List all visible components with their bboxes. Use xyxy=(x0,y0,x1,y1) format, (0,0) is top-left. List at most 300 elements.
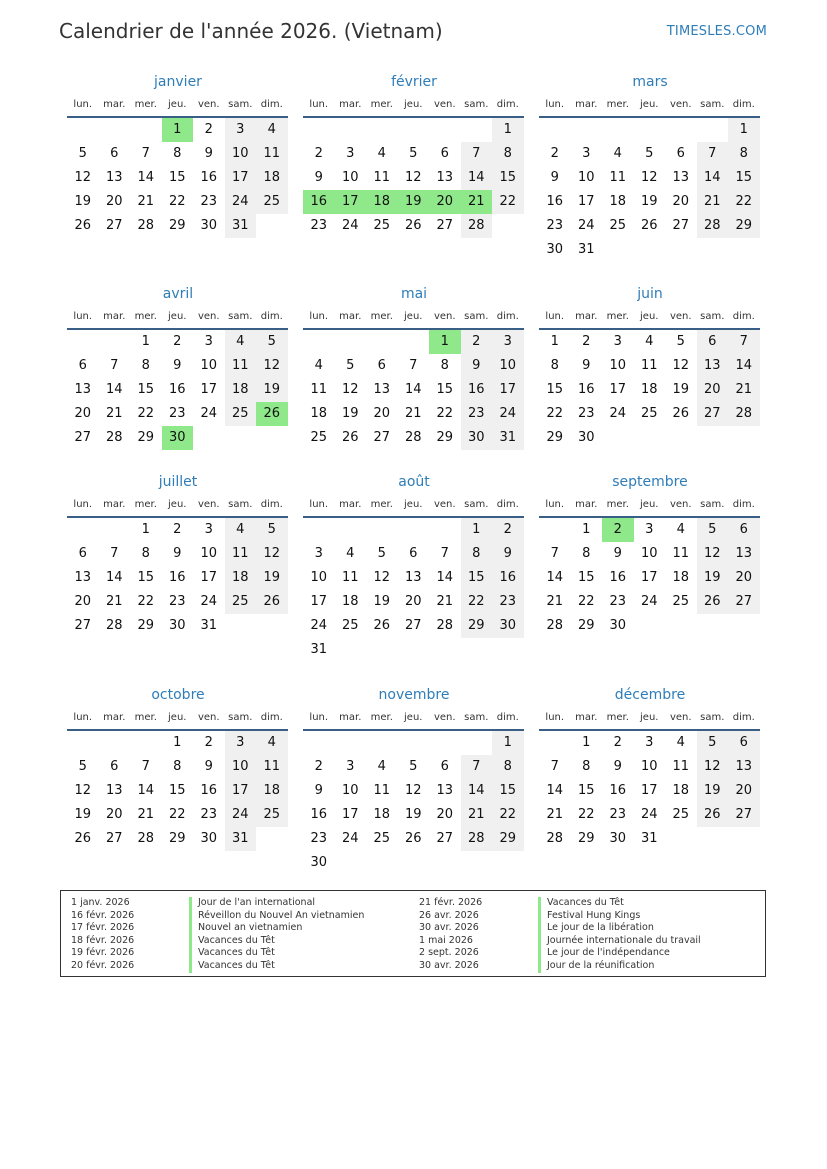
legend-date: 2 sept. 2026 xyxy=(419,947,479,959)
day-cell: 16 xyxy=(461,378,493,402)
day-cell: 19 xyxy=(404,807,422,822)
day-cell: 20 xyxy=(373,406,391,421)
weekday-header: mer. xyxy=(606,99,629,110)
day-cell: 18 xyxy=(225,378,257,402)
day-cell: 27 xyxy=(105,218,123,233)
day-cell: 2 xyxy=(173,334,182,349)
month-name: août xyxy=(398,474,430,490)
day-cell: 20 xyxy=(728,566,760,590)
day-cell: 2 xyxy=(613,735,622,750)
day-cell: 22 xyxy=(577,594,595,609)
holiday-day-cell: 18 xyxy=(366,190,398,214)
day-cell: 24 xyxy=(492,402,524,426)
day-cell: 16 xyxy=(609,783,627,798)
weekday-header: dim. xyxy=(496,311,519,322)
day-cell: 17 xyxy=(577,194,595,209)
day-cell: 16 xyxy=(200,783,218,798)
brand-logo[interactable]: TIMESLES.COM xyxy=(666,24,767,39)
legend-holiday-name: Journée internationale du travail xyxy=(538,935,701,948)
day-cell: 21 xyxy=(105,594,123,609)
day-cell: 6 xyxy=(728,731,760,755)
day-cell: 17 xyxy=(225,166,257,190)
day-cell: 17 xyxy=(310,594,328,609)
day-cell: 29 xyxy=(546,430,564,445)
day-cell: 18 xyxy=(256,166,288,190)
day-cell: 22 xyxy=(492,190,524,214)
day-cell: 20 xyxy=(436,807,454,822)
day-cell: 20 xyxy=(105,807,123,822)
day-cell: 13 xyxy=(697,354,729,378)
day-cell: 28 xyxy=(105,618,123,633)
day-cell: 6 xyxy=(440,146,449,161)
day-cell: 17 xyxy=(200,382,218,397)
day-cell: 28 xyxy=(404,430,422,445)
day-cell: 11 xyxy=(256,142,288,166)
header-rule xyxy=(539,116,760,118)
day-cell: 9 xyxy=(204,146,213,161)
weekday-header: sam. xyxy=(700,311,725,322)
weekday-header: mar. xyxy=(339,99,362,110)
day-cell: 20 xyxy=(74,594,92,609)
day-cell: 17 xyxy=(225,779,257,803)
day-cell: 8 xyxy=(582,546,591,561)
day-cell: 1 xyxy=(461,518,493,542)
day-cell: 4 xyxy=(377,759,386,774)
day-cell: 17 xyxy=(200,570,218,585)
day-cell: 29 xyxy=(461,614,493,638)
weekday-header: sam. xyxy=(228,499,253,510)
day-cell: 31 xyxy=(225,827,257,851)
holiday-day-cell: 1 xyxy=(429,330,461,354)
day-cell: 1 xyxy=(582,735,591,750)
day-cell: 2 xyxy=(314,146,323,161)
holiday-day-cell: 1 xyxy=(162,118,194,142)
day-cell: 13 xyxy=(436,783,454,798)
legend-date: 19 févr. 2026 xyxy=(71,947,135,959)
weekday-header: sam. xyxy=(700,712,725,723)
day-cell: 10 xyxy=(609,358,627,373)
weekday-header: mer. xyxy=(134,311,157,322)
day-cell: 8 xyxy=(492,755,524,779)
day-cell: 2 xyxy=(582,334,591,349)
day-cell: 7 xyxy=(697,142,729,166)
holiday-day-cell: 20 xyxy=(429,190,461,214)
day-cell: 9 xyxy=(582,358,591,373)
day-cell: 15 xyxy=(577,783,595,798)
day-cell: 4 xyxy=(256,118,288,142)
day-cell: 14 xyxy=(137,170,155,185)
month-name: juillet xyxy=(158,474,198,490)
day-cell: 11 xyxy=(373,170,391,185)
day-cell: 1 xyxy=(141,522,150,537)
day-cell: 24 xyxy=(310,618,328,633)
weekday-header: ven. xyxy=(433,99,456,110)
weekday-header: sam. xyxy=(700,499,725,510)
month-name: décembre xyxy=(614,687,686,703)
weekday-header: ven. xyxy=(669,712,692,723)
day-cell: 9 xyxy=(613,546,622,561)
day-cell: 13 xyxy=(728,542,760,566)
day-cell: 26 xyxy=(256,590,288,614)
day-cell: 15 xyxy=(436,382,454,397)
day-cell: 4 xyxy=(256,731,288,755)
day-cell: 2 xyxy=(461,330,493,354)
day-cell: 4 xyxy=(314,358,323,373)
day-cell: 5 xyxy=(697,731,729,755)
day-cell: 18 xyxy=(310,406,328,421)
day-cell: 22 xyxy=(577,807,595,822)
legend-name-column xyxy=(189,897,364,973)
day-cell: 7 xyxy=(409,358,418,373)
day-cell: 22 xyxy=(492,803,524,827)
day-cell: 12 xyxy=(74,170,92,185)
day-cell: 16 xyxy=(200,170,218,185)
day-cell: 18 xyxy=(609,194,627,209)
day-cell: 22 xyxy=(546,406,564,421)
day-cell: 26 xyxy=(74,831,92,846)
weekday-header: ven. xyxy=(433,712,456,723)
day-cell: 13 xyxy=(105,170,123,185)
day-cell: 5 xyxy=(645,146,654,161)
day-cell: 23 xyxy=(200,807,218,822)
day-cell: 4 xyxy=(676,735,685,750)
day-cell: 25 xyxy=(640,406,658,421)
holiday-day-cell: 21 xyxy=(461,190,493,214)
day-cell: 7 xyxy=(461,142,493,166)
day-cell: 19 xyxy=(697,566,729,590)
month-name: mars xyxy=(632,74,668,90)
day-cell: 9 xyxy=(314,783,323,798)
holiday-day-cell: 2 xyxy=(602,518,634,542)
day-cell: 29 xyxy=(436,430,454,445)
month-name: mai xyxy=(400,286,428,302)
day-cell: 6 xyxy=(110,759,119,774)
day-cell: 10 xyxy=(200,358,218,373)
day-cell: 22 xyxy=(137,594,155,609)
day-cell: 3 xyxy=(582,146,591,161)
day-cell: 2 xyxy=(173,522,182,537)
day-cell: 1 xyxy=(173,735,182,750)
day-cell: 10 xyxy=(225,755,257,779)
legend-holiday-name: Le jour de l'indépendance xyxy=(538,947,701,960)
day-cell: 4 xyxy=(613,146,622,161)
weekday-header: dim. xyxy=(732,499,755,510)
weekday-header: sam. xyxy=(228,311,253,322)
day-cell: 9 xyxy=(173,546,182,561)
weekday-header: lun. xyxy=(309,712,329,723)
day-cell: 15 xyxy=(492,779,524,803)
day-cell: 30 xyxy=(609,831,627,846)
day-cell: 25 xyxy=(672,807,690,822)
weekday-header: mar. xyxy=(103,311,126,322)
day-cell: 27 xyxy=(697,402,729,426)
day-cell: 2 xyxy=(314,759,323,774)
day-cell: 21 xyxy=(137,807,155,822)
weekday-header: dim. xyxy=(496,99,519,110)
day-cell: 25 xyxy=(672,594,690,609)
weekday-header: mar. xyxy=(339,712,362,723)
legend-date: 30 avr. 2026 xyxy=(419,922,479,934)
day-cell: 30 xyxy=(492,614,524,638)
day-cell: 14 xyxy=(461,779,493,803)
day-cell: 27 xyxy=(728,590,760,614)
day-cell: 8 xyxy=(141,358,150,373)
day-cell: 30 xyxy=(577,430,595,445)
day-cell: 21 xyxy=(546,594,564,609)
day-cell: 22 xyxy=(461,590,493,614)
day-cell: 19 xyxy=(373,594,391,609)
day-cell: 8 xyxy=(173,759,182,774)
day-cell: 25 xyxy=(225,590,257,614)
weekday-header: mar. xyxy=(103,712,126,723)
weekday-header: mer. xyxy=(606,712,629,723)
day-cell: 3 xyxy=(613,334,622,349)
day-cell: 15 xyxy=(137,382,155,397)
day-cell: 15 xyxy=(492,166,524,190)
holiday-day-cell: 16 xyxy=(303,190,335,214)
day-cell: 9 xyxy=(550,170,559,185)
day-cell: 22 xyxy=(728,190,760,214)
day-cell: 23 xyxy=(609,594,627,609)
day-cell: 14 xyxy=(546,783,564,798)
day-cell: 24 xyxy=(577,218,595,233)
day-cell: 25 xyxy=(256,803,288,827)
legend-date: 1 janv. 2026 xyxy=(71,897,130,908)
day-cell: 7 xyxy=(550,759,559,774)
header-rule xyxy=(303,729,524,731)
day-cell: 27 xyxy=(728,803,760,827)
legend-date: 16 févr. 2026 xyxy=(71,909,135,921)
day-cell: 1 xyxy=(492,731,524,755)
day-cell: 23 xyxy=(200,194,218,209)
day-cell: 3 xyxy=(204,522,213,537)
day-cell: 30 xyxy=(546,242,564,257)
day-cell: 10 xyxy=(577,170,595,185)
day-cell: 14 xyxy=(697,166,729,190)
day-cell: 25 xyxy=(225,402,257,426)
day-cell: 26 xyxy=(373,618,391,633)
day-cell: 12 xyxy=(341,382,359,397)
legend-holiday-name: Nouvel an vietnamien xyxy=(189,922,364,935)
weekday-header: lun. xyxy=(73,99,93,110)
weekday-header: sam. xyxy=(464,499,489,510)
day-cell: 30 xyxy=(200,218,218,233)
day-cell: 24 xyxy=(640,594,658,609)
day-cell: 28 xyxy=(137,831,155,846)
day-cell: 21 xyxy=(546,807,564,822)
day-cell: 15 xyxy=(137,570,155,585)
legend-holiday-name: Vacances du Têt xyxy=(189,960,364,973)
weekday-header: lun. xyxy=(545,499,565,510)
day-cell: 15 xyxy=(546,382,564,397)
weekday-header: ven. xyxy=(197,311,220,322)
day-cell: 5 xyxy=(409,146,418,161)
day-cell: 21 xyxy=(105,406,123,421)
month-name: janvier xyxy=(154,74,202,90)
day-cell: 11 xyxy=(672,546,690,561)
day-cell: 18 xyxy=(341,594,359,609)
day-cell: 13 xyxy=(672,170,690,185)
weekday-header: lun. xyxy=(545,311,565,322)
day-cell: 18 xyxy=(225,566,257,590)
day-cell: 6 xyxy=(728,518,760,542)
legend-holiday-name: Festival Hung Kings xyxy=(538,910,701,923)
day-cell: 8 xyxy=(141,546,150,561)
weekday-header: jeu. xyxy=(640,99,659,110)
day-cell: 13 xyxy=(105,783,123,798)
weekday-header: lun. xyxy=(309,99,329,110)
day-cell: 27 xyxy=(436,831,454,846)
legend-name-column xyxy=(538,897,701,973)
day-cell: 14 xyxy=(137,783,155,798)
day-cell: 23 xyxy=(310,218,328,233)
day-cell: 20 xyxy=(728,779,760,803)
day-cell: 15 xyxy=(461,566,493,590)
day-cell: 14 xyxy=(105,570,123,585)
day-cell: 31 xyxy=(577,242,595,257)
day-cell: 5 xyxy=(78,146,87,161)
day-cell: 16 xyxy=(168,570,186,585)
weekday-header: sam. xyxy=(228,99,253,110)
day-cell: 17 xyxy=(640,570,658,585)
day-cell: 6 xyxy=(440,759,449,774)
weekday-header: jeu. xyxy=(168,99,187,110)
day-cell: 12 xyxy=(256,542,288,566)
day-cell: 22 xyxy=(436,406,454,421)
day-cell: 18 xyxy=(256,779,288,803)
day-cell: 23 xyxy=(168,594,186,609)
day-cell: 19 xyxy=(256,378,288,402)
weekday-header: lun. xyxy=(309,499,329,510)
month-name: novembre xyxy=(378,687,450,703)
day-cell: 9 xyxy=(173,358,182,373)
holiday-day-cell: 30 xyxy=(162,426,194,450)
day-cell: 23 xyxy=(546,218,564,233)
day-cell: 29 xyxy=(577,831,595,846)
day-cell: 28 xyxy=(546,831,564,846)
weekday-header: dim. xyxy=(260,712,283,723)
day-cell: 8 xyxy=(440,358,449,373)
day-cell: 3 xyxy=(204,334,213,349)
day-cell: 29 xyxy=(577,618,595,633)
day-cell: 10 xyxy=(225,142,257,166)
day-cell: 18 xyxy=(640,382,658,397)
day-cell: 28 xyxy=(461,827,493,851)
day-cell: 19 xyxy=(640,194,658,209)
weekday-header: mar. xyxy=(575,712,598,723)
day-cell: 19 xyxy=(256,566,288,590)
day-cell: 21 xyxy=(697,190,729,214)
page-title: Calendrier de l'année 2026. (Vietnam) xyxy=(59,19,443,43)
day-cell: 31 xyxy=(225,214,257,238)
day-cell: 11 xyxy=(225,542,257,566)
weekday-header: lun. xyxy=(73,712,93,723)
month-name: février xyxy=(391,74,437,90)
day-cell: 10 xyxy=(492,354,524,378)
day-cell: 24 xyxy=(200,406,218,421)
day-cell: 17 xyxy=(492,378,524,402)
day-cell: 22 xyxy=(168,194,186,209)
day-cell: 24 xyxy=(640,807,658,822)
day-cell: 26 xyxy=(672,406,690,421)
day-cell: 3 xyxy=(346,759,355,774)
weekday-header: mar. xyxy=(339,499,362,510)
day-cell: 10 xyxy=(310,570,328,585)
day-cell: 28 xyxy=(137,218,155,233)
day-cell: 23 xyxy=(492,590,524,614)
day-cell: 26 xyxy=(74,218,92,233)
weekday-header: mar. xyxy=(103,499,126,510)
day-cell: 11 xyxy=(373,783,391,798)
day-cell: 27 xyxy=(436,218,454,233)
day-cell: 27 xyxy=(105,831,123,846)
day-cell: 25 xyxy=(310,430,328,445)
day-cell: 26 xyxy=(697,803,729,827)
day-cell: 5 xyxy=(346,358,355,373)
holiday-day-cell: 17 xyxy=(335,190,367,214)
weekday-header: mer. xyxy=(134,712,157,723)
weekday-header: ven. xyxy=(433,499,456,510)
legend-date: 17 févr. 2026 xyxy=(71,922,135,934)
weekday-header: mar. xyxy=(339,311,362,322)
day-cell: 30 xyxy=(168,618,186,633)
day-cell: 5 xyxy=(377,546,386,561)
day-cell: 5 xyxy=(676,334,685,349)
weekday-header: mar. xyxy=(575,99,598,110)
day-cell: 20 xyxy=(404,594,422,609)
weekday-header: sam. xyxy=(228,712,253,723)
day-cell: 13 xyxy=(74,570,92,585)
weekday-header: mer. xyxy=(134,99,157,110)
weekday-header: dim. xyxy=(260,311,283,322)
day-cell: 12 xyxy=(672,358,690,373)
holiday-legend xyxy=(60,890,766,977)
day-cell: 12 xyxy=(373,570,391,585)
day-cell: 4 xyxy=(676,522,685,537)
weekday-header: dim. xyxy=(496,712,519,723)
day-cell: 17 xyxy=(609,382,627,397)
day-cell: 25 xyxy=(609,218,627,233)
day-cell: 8 xyxy=(550,358,559,373)
day-cell: 23 xyxy=(577,406,595,421)
legend-holiday-name: Vacances du Têt xyxy=(538,897,701,910)
weekday-header: ven. xyxy=(433,311,456,322)
holiday-day-cell: 19 xyxy=(398,190,430,214)
legend-date: 26 avr. 2026 xyxy=(419,909,479,921)
weekday-header: dim. xyxy=(732,99,755,110)
day-cell: 26 xyxy=(404,831,422,846)
day-cell: 1 xyxy=(550,334,559,349)
weekday-header: mer. xyxy=(370,99,393,110)
day-cell: 16 xyxy=(577,382,595,397)
legend-holiday-name: Vacances du Têt xyxy=(189,947,364,960)
day-cell: 9 xyxy=(613,759,622,774)
day-cell: 4 xyxy=(377,146,386,161)
day-cell: 31 xyxy=(200,618,218,633)
day-cell: 3 xyxy=(225,118,257,142)
day-cell: 12 xyxy=(640,170,658,185)
day-cell: 23 xyxy=(461,402,493,426)
legend-date: 1 mai 2026 xyxy=(419,934,473,946)
day-cell: 15 xyxy=(168,170,186,185)
day-cell: 10 xyxy=(200,546,218,561)
day-cell: 28 xyxy=(461,214,493,238)
legend-holiday-name: Jour de l'an international xyxy=(189,897,364,910)
day-cell: 20 xyxy=(672,194,690,209)
day-cell: 1 xyxy=(582,522,591,537)
day-cell: 21 xyxy=(404,406,422,421)
day-cell: 29 xyxy=(168,218,186,233)
